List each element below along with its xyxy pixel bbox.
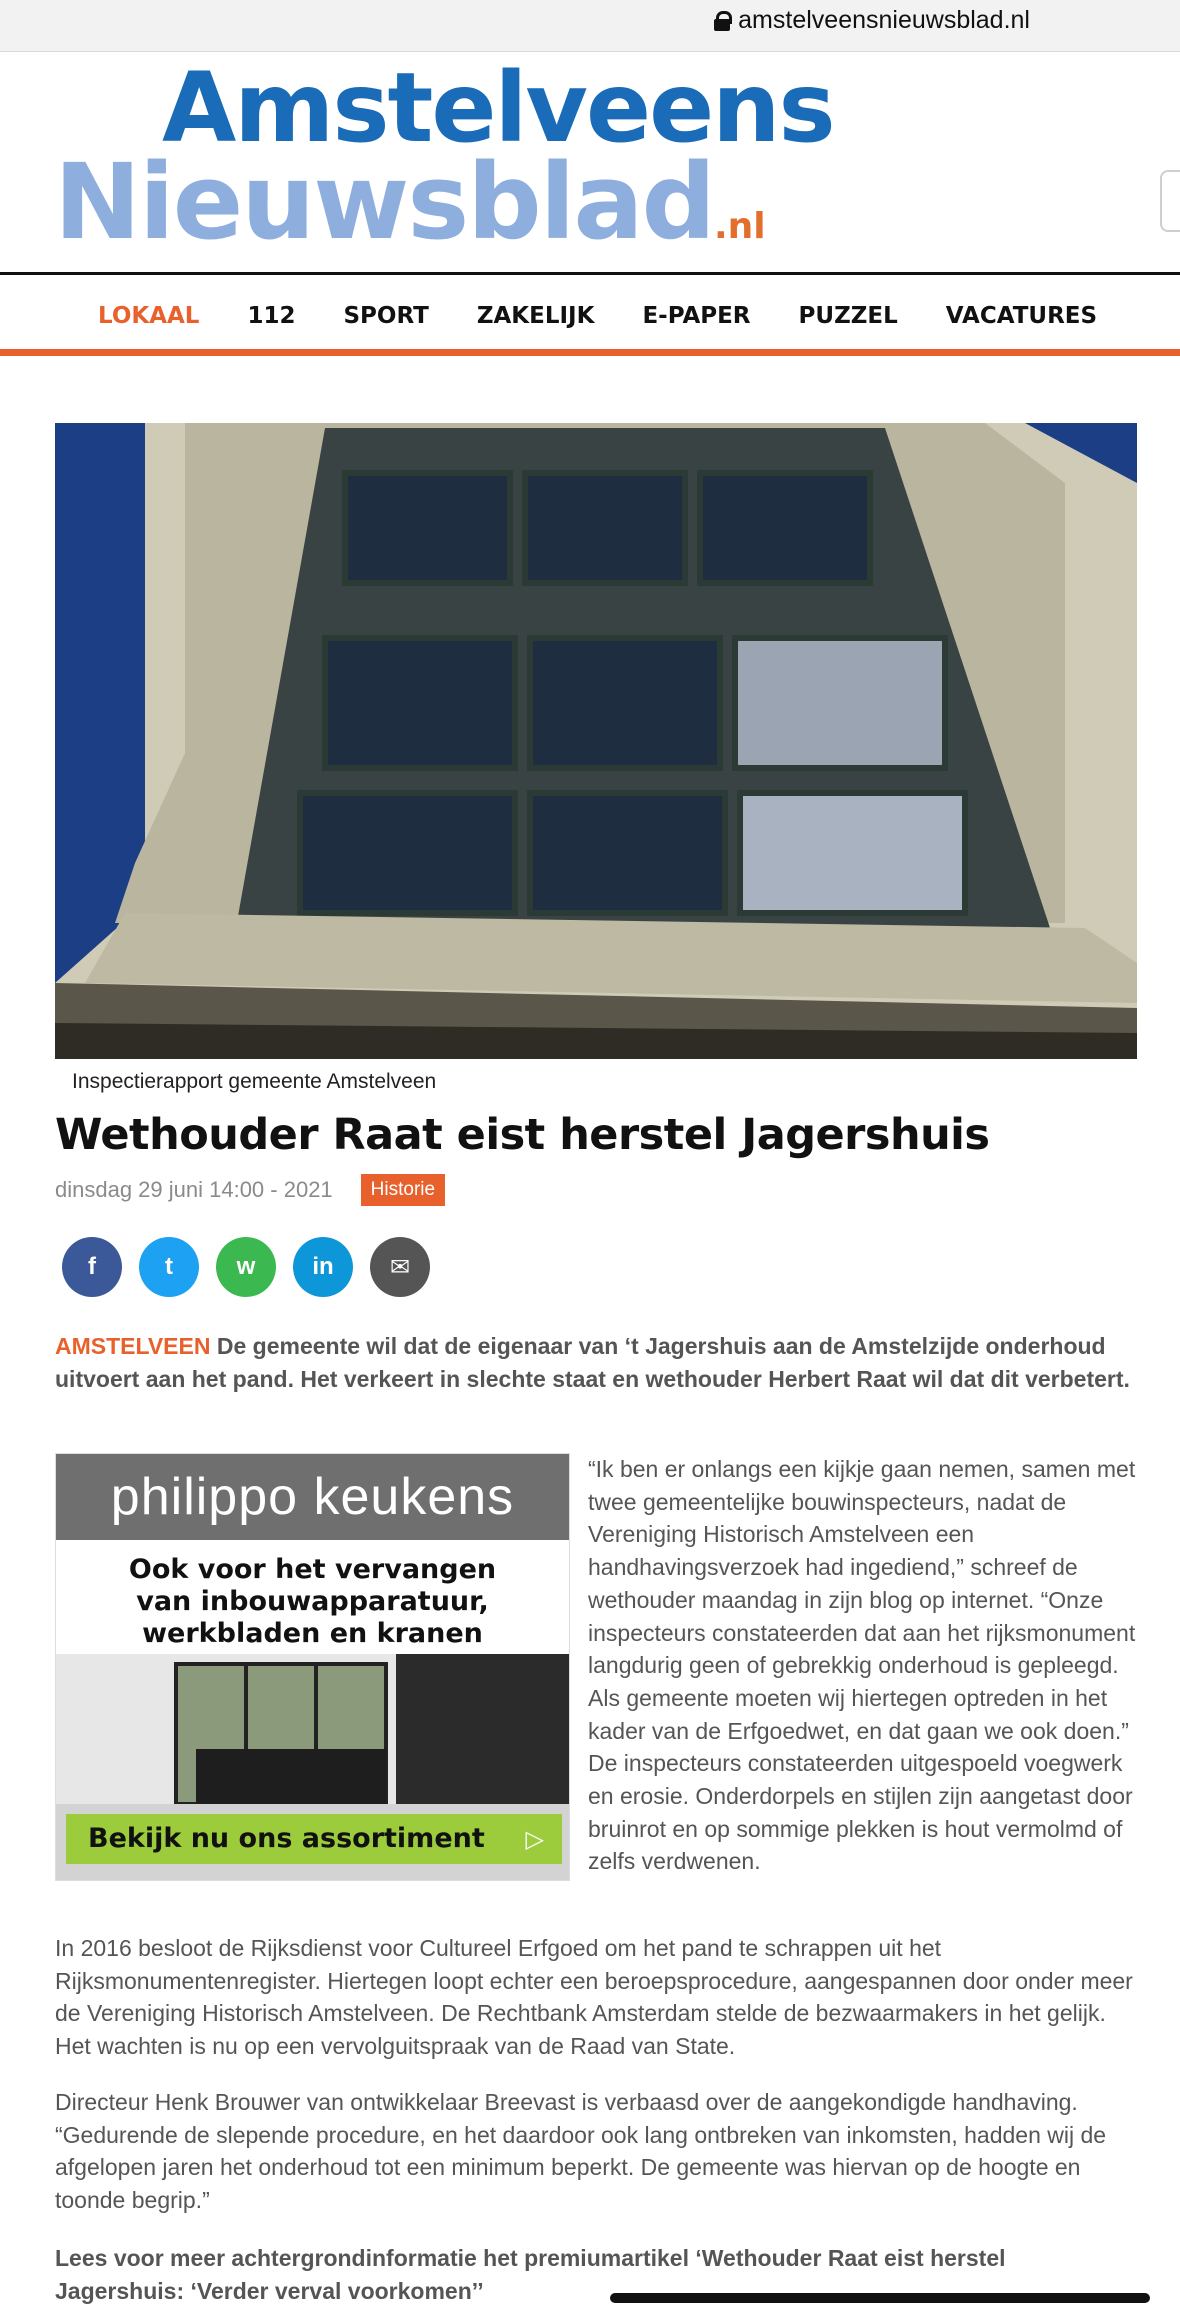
logo-tld: .nl	[713, 206, 766, 247]
article-paragraph-2: In 2016 besloot de Rijksdienst voor Cultureel Erfgoed om het pand te schrappen uit het Rijksmonumentenregister. Hiertegen loopt echter een beroepsprocedure, aangespannen door onder meer de Vereniging Historisch Amstelveen. De Rechtbank Amsterdam stelde de bezwaarmakers in het gelijk. Het wachten is nu op een vervolguitspraak van de Raad van State.	[55, 1935, 1133, 2060]
site-header	[0, 52, 1180, 272]
nav-item-lokaal[interactable]: LOKAAL	[98, 303, 200, 329]
share-linkedin-button[interactable]	[293, 1237, 353, 1297]
share-email-button[interactable]	[370, 1237, 430, 1297]
url-text: amstelveensnieuwsblad.nl	[738, 6, 1030, 34]
browser-url-bar[interactable]	[0, 0, 1180, 52]
share-buttons	[62, 1237, 430, 1297]
logo-line-2: Nieuwsblad.nl	[54, 141, 766, 263]
nav-item-vacatures[interactable]: VACATURES	[945, 303, 1098, 329]
url-display[interactable]	[714, 6, 1030, 35]
nav-item-zakelijk[interactable]: ZAKELIJK	[476, 303, 595, 329]
main-nav	[0, 272, 1180, 356]
whatsapp-icon: w	[236, 1253, 256, 1280]
share-whatsapp-button[interactable]	[216, 1237, 276, 1297]
share-facebook-button[interactable]	[62, 1237, 122, 1297]
article-title: Wethouder Raat eist herstel Jagershuis	[55, 1110, 990, 1160]
article-meta	[55, 1174, 445, 1206]
twitter-icon: t	[165, 1253, 173, 1280]
ad-message: Ook voor het vervangen van inbouwapparatuur, werkbladen en kranen	[128, 1554, 497, 1649]
category-tag[interactable]: Historie	[361, 1174, 445, 1206]
lead-text: De gemeente wil dat de eigenaar van ‘t Jagershuis aan de Amstelzijde onderhoud uitvoert aan het pand. Het verkeert in slechte staat en wethouder Herbert Raat wil dat dit verbetert.	[55, 1333, 1130, 1392]
nav-item-sport[interactable]: SPORT	[343, 303, 429, 329]
site-logo[interactable]	[54, 52, 834, 263]
linkedin-icon: in	[312, 1253, 334, 1280]
article-date: dinsdag 29 juni 14:00 - 2021	[55, 1177, 333, 1202]
menu-button[interactable]	[1160, 170, 1180, 232]
nav-item-e-paper[interactable]: E-PAPER	[642, 303, 751, 329]
nav-item-112[interactable]: 112	[247, 303, 296, 329]
ad-cta-button[interactable]: Bekijk nu ons assortiment ▷	[66, 1814, 562, 1864]
article-lead	[55, 1330, 1135, 1396]
image-caption: Inspectierapport gemeente Amstelveen	[72, 1070, 437, 1093]
nav-item-puzzel[interactable]: PUZZEL	[798, 303, 898, 329]
article-paragraph-1: “Ik ben er onlangs een kijkje gaan nemen, samen met twee gemeentelijke bouwinspecteurs, nadat de Vereniging Historisch Amstelveen een handhavingsverzoek had ingediend,” schreef de wethouder maandag in zijn blog op internet. “Onze inspecteurs constateerden dat aan het rijksmonument langdurig geen of gebrekkig onderhoud is gepleegd. Als gemeente moeten wij hiertegen optreden in het kader van de Erfgoedwet, en dat gaan we ook doen.” De inspecteurs constateerden uitgespoeld voegwerk en erosie. Onderdorpels en stijlen zijn aangetast door bruinrot en op sommige plekken is hout vermolmd of zelfs verdwenen.	[588, 1456, 1136, 1875]
lock-icon	[714, 11, 730, 31]
advertisement[interactable]	[55, 1453, 570, 1881]
email-icon: ✉	[389, 1253, 411, 1281]
premium-article-link[interactable]: Lees voor meer achtergrondinformatie het premiumartikel ‘Wethouder Raat eist herstel Jagershuis: ‘Verder verval voorkomen’’	[55, 2245, 1006, 2304]
home-indicator[interactable]	[610, 2293, 1150, 2303]
arrow-right-icon: ▷	[525, 1825, 544, 1853]
facebook-icon: f	[88, 1253, 96, 1280]
share-twitter-button[interactable]	[139, 1237, 199, 1297]
ad-brand: philippo keukens	[56, 1454, 569, 1540]
article-image	[55, 423, 1137, 1059]
logo-line-1: Amstelveens	[162, 52, 834, 164]
article-paragraph-3: Directeur Henk Brouwer van ontwikkelaar Breevast is verbaasd over de aangekondigde handhaving. “Gedurende de slepende procedure, en het daardoor ook lang ontbreken van inkomsten, hadden wij de afgelopen jaren het onderhoud tot een minimum beperkt. De gemeente was hiervan op de hoogte en toonde begrip.”	[55, 2089, 1107, 2214]
lead-location: AMSTELVEEN	[55, 1333, 211, 1359]
